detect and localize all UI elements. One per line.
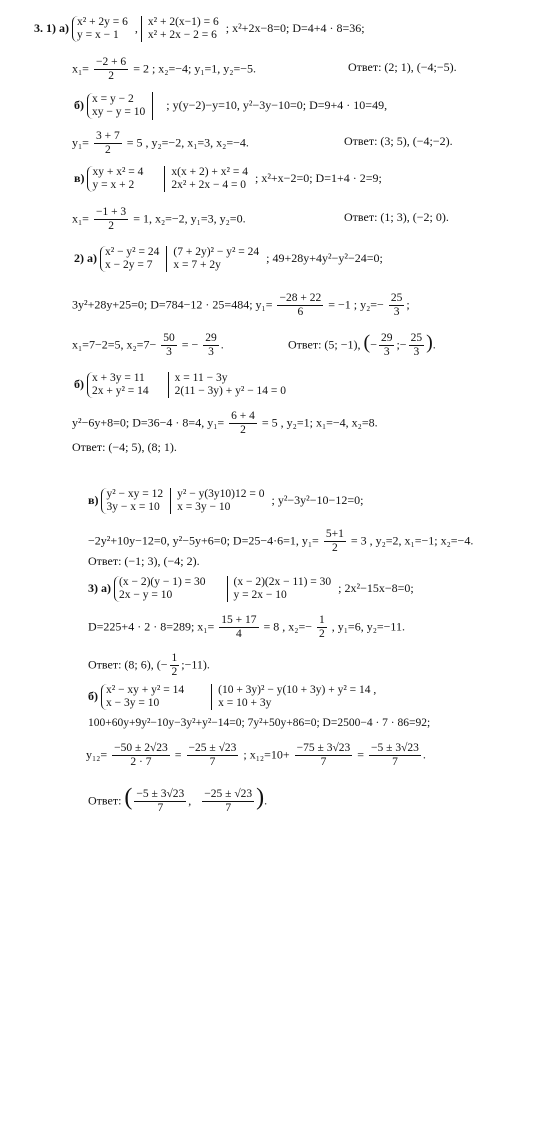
equation-tail: ; x²+2x−8=0; D=4+4 · 8=36; [225, 20, 365, 35]
problem-3-2b: б) x + 3y = 11 2x + y² = 14 x = 11 − 3y 2(11 − 3y) + y² − 14 = 0 [74, 372, 290, 398]
fraction: $\frac{29}{3}$ [205, 332, 217, 358]
system-brace: xy + x² = 4 y = x + 2 [87, 166, 147, 192]
substitution: x = 11 − 3y 2(11 − 3y) + y² − 14 = 0 [168, 372, 290, 398]
fraction: $\frac{5+1}{2}$ [325, 528, 344, 554]
fraction: $\frac{-5 \pm 3√23}{7}$ [136, 788, 185, 814]
fraction: $\frac{15 + 17}{4}$ [221, 614, 257, 640]
fraction: $\frac{-25 \pm √23}{7}$ [204, 788, 253, 814]
substitution: (7 + 2y)² − y² = 24 x = 7 + 2y [166, 246, 263, 272]
answer: Ответ: ( $\frac{-5 \pm 3√23}{7}$ , $\frac{-25 \pm √23}{7}$ ). [88, 784, 268, 814]
fraction: $\frac{-5 \pm 3√23}{7}$ [371, 742, 419, 768]
roots-line: y²−6y+8=0; D=36−4 · 8=4, y₁= $\frac{6 + 4}{2}$ = 5 , y₂=1; x₁=−4, x₂=8. [72, 410, 378, 436]
substitution: (10 + 3y)² − y(10 + 3y) + y² = 14 , x = 10 + 3y [211, 684, 380, 710]
problem-3-2c: в) y² − xy = 12 3y − x = 10 y² − y(3y10)12 = 0 x = 3y − 10 ; y²−3y²−10−12=0; [88, 488, 364, 513]
roots-line: 3y²+28y+25=0; D=784−12 · 25=484; y₁= $\frac{-28 + 22}{6}$ = −1 ; y₂=− $\frac{25}{3}$ ; [72, 292, 410, 318]
answer: Ответ: (5; −1), (− $\frac{29}{3}$ ;− $\frac{25}{3}$ ). [288, 331, 436, 358]
answer: Ответ: (2; 1), (−4;−5). [348, 60, 457, 74]
problem-3-2a: 2) а) x² − y² = 24 x − 2y = 7 (7 + 2y)² − y² = 24 x = 7 + 2y ; 49+28y+4y²−y²−24=0; [74, 246, 383, 271]
roots-line: x₁= $\frac{-2 + 6}{2}$ = 2 ; x₂=−4; y₁=1, y₂=−5. [72, 56, 257, 82]
problem-3-1b: б) x = y − 2 xy − y = 10 ; y(y−2)−y=10, y²−3y−10=0; D=9+4 · 10=49, [74, 93, 388, 118]
roots-line: x₁=7−2=5, x₂=7− $\frac{50}{3}$ = − $\frac{29}{3}$ . [72, 332, 224, 358]
fraction: $\frac{-28 + 22}{6}$ [279, 292, 322, 318]
divider-bar [152, 92, 163, 120]
roots-line: x₁= $\frac{-1 + 3}{2}$ = 1, x₂=−2, y₁=3, y₂=0. [72, 206, 246, 232]
fraction: $\frac{29}{3}$ [380, 332, 393, 358]
system-brace: x² − y² = 24 x − 2y = 7 [100, 246, 163, 272]
problem-3-3a: 3) а) (x − 2)(y − 1) = 30 2x − y = 10 (x − 2)(2x − 11) = 30 y = 2x − 10 ; 2x²−15x−8=0; [88, 576, 414, 601]
problem-3-3b: б) x² − xy + y² = 14 x − 3y = 10 (10 + 3y)² − y(10 + 3y) + y² = 14 , x = 10 + 3y [88, 684, 380, 710]
fraction: $\frac{-2 + 6}{2}$ [95, 56, 127, 82]
fraction: $\frac{-75 \pm 3√23}{7}$ [296, 742, 351, 768]
system-brace: x² − xy + y² = 14 x − 3y = 10 [101, 684, 188, 710]
substitution: (x − 2)(2x − 11) = 30 y = 2x − 10 [227, 576, 336, 602]
roots-line: y₁= $\frac{3 + 7}{2}$ = 5 , y₂=−2, x₁=3, x₂=−4. [72, 130, 249, 156]
substitution: y² − y(3y10)12 = 0 x = 3y − 10 [170, 488, 268, 514]
fraction: $\frac{1}{2}$ [319, 614, 325, 640]
fraction: $\frac{3 + 7}{2}$ [95, 130, 120, 156]
system-brace: y² − xy = 12 3y − x = 10 [101, 488, 167, 514]
fraction: $\frac{6 + 4}{2}$ [231, 410, 255, 436]
fraction: $\frac{25}{3}$ [390, 292, 403, 318]
answer: Ответ: (1; 3), (−2; 0). [344, 210, 449, 224]
system-brace: (x − 2)(y − 1) = 30 2x − y = 10 [114, 576, 210, 602]
substitution: x(x + 2) + x² = 4 2x² + 2x − 4 = 0 [164, 166, 252, 192]
equation-line: 100+60y+9y²−10y−3y²+y²−14=0; 7y²+50y+86=0; D=2500−4 · 7 · 86=92; [88, 717, 431, 729]
system-brace: x² + 2y = 6 y = x − 1 [72, 16, 132, 42]
answer: Ответ: (8; 6), (− $\frac{1}{2}$ ;−11). [88, 652, 210, 678]
problem-3-1a: 3. 1) а) x² + 2y = 6 y = x − 1 , x² + 2(x−1) = 6 x² + 2x − 2 = 6 ; x²+2x−8=0; D=4+4 · 8=36; [34, 16, 365, 41]
problem-header: 3. 1) а) [34, 20, 69, 35]
roots-line: D=225+4 · 2 · 8=289; x₁= $\frac{15 + 17}{4}$ = 8 , x₂=− $\frac{1}{2}$ , y₁=6, y₂=−11. [88, 614, 405, 640]
answer: Ответ: (3; 5), (−4;−2). [344, 134, 453, 148]
fraction: $\frac{1}{2}$ [171, 652, 178, 678]
fraction: $\frac{25}{3}$ [410, 332, 423, 358]
roots-line: −2y²+10y−12=0, y²−5y+6=0; D=25−4·6=1, y₁= $\frac{5+1}{2}$ = 3 , y₂=2, x₁=−1; x₂=−4. [88, 528, 474, 554]
answer: Ответ: (−1; 3), (−4; 2). [88, 554, 200, 568]
fraction: $\frac{50}{3}$ [163, 332, 175, 358]
system-brace: x + 3y = 11 2x + y² = 14 [87, 372, 153, 398]
fraction: $\frac{-25 \pm √23}{7}$ [188, 742, 237, 768]
answer: Ответ: (−4; 5), (8; 1). [72, 440, 177, 454]
system-brace: x = y − 2 xy − y = 10 [87, 93, 149, 119]
roots-line: y₁₂= $\frac{-50 \pm 2√23}{2 \cdot 7}$ = $\frac{-25 \pm √23}{7}$ ; x₁₂=10+ $\frac{-75 \pm 3√23}{7}$ = $\frac{-5 \pm 3√23}{7}$ . [86, 742, 426, 768]
fraction: $\frac{-1 + 3}{2}$ [95, 206, 127, 232]
fraction: $\frac{-50 \pm 2√23}{2 \cdot 7}$ [114, 742, 168, 768]
problem-3-1c: в) xy + x² = 4 y = x + 2 x(x + 2) + x² = 4 2x² + 2x − 4 = 0 ; x²+x−2=0; D=1+4 · 2=9; [74, 166, 382, 191]
substitution: x² + 2(x−1) = 6 x² + 2x − 2 = 6 [141, 16, 223, 42]
